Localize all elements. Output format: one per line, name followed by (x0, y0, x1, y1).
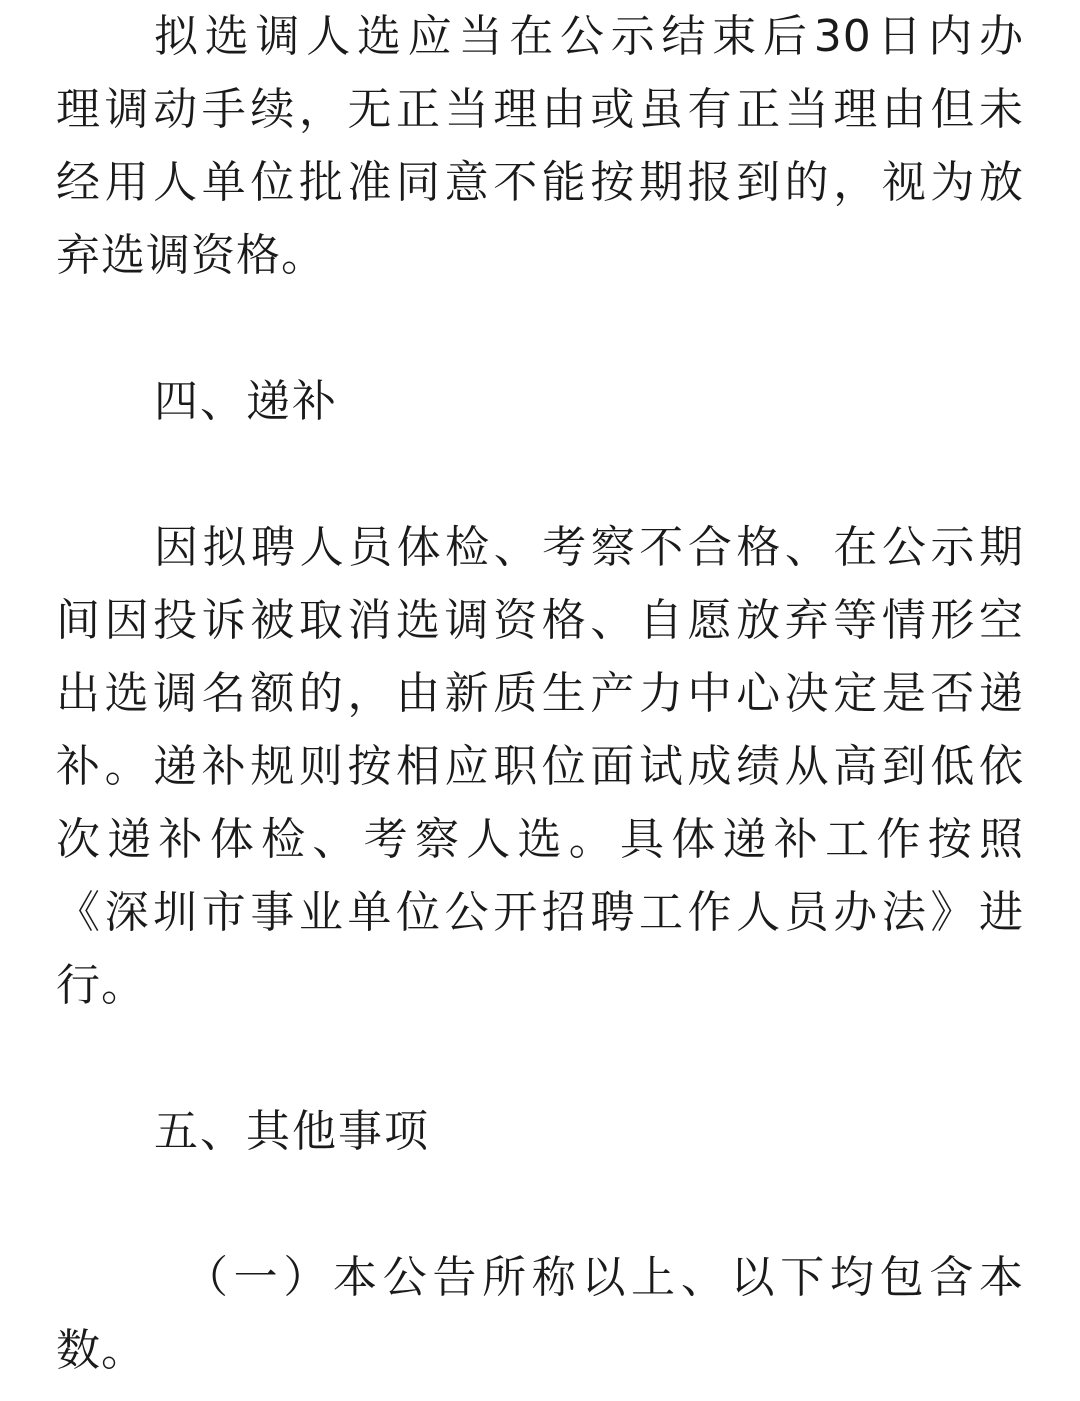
paragraph-spacer (56, 438, 1024, 511)
paragraph-line: 间因投诉被取消选调资格、自愿放弃等情形空 (56, 595, 1024, 646)
paragraph-inclusive-numbers (56, 1241, 1024, 1387)
article-body (56, 0, 1024, 1387)
paragraph-spacer (56, 1022, 1024, 1095)
paragraph-line: 拟选调人选应当在公示结束后30日内办 (154, 11, 1024, 62)
paragraph-line: 理调动手续，无正当理由或虽有正当理由但未 (56, 84, 1024, 135)
paragraph-line: 经用人单位批准同意不能按期报到的，视为放 (56, 157, 1024, 208)
paragraph-line: 补。递补规则按相应职位面试成绩从高到低依 (56, 741, 1024, 792)
paragraph-line: 因拟聘人员体检、考察不合格、在公示期 (154, 522, 1024, 573)
paragraph-line: 行。 (56, 960, 146, 1011)
paragraph-line: （一）本公告所称以上、以下均包含本 (184, 1252, 1024, 1303)
paragraph-line: 《深圳市事业单位公开招聘工作人员办法》进 (56, 887, 1024, 938)
paragraph-spacer (56, 1168, 1024, 1241)
paragraph-line: 次递补体检、考察人选。具体递补工作按照 (56, 814, 1024, 865)
section-heading-replacement: 四、递补 (154, 376, 338, 427)
paragraph-line: 出选调名额的，由新质生产力中心决定是否递 (56, 668, 1024, 719)
paragraph-spacer (56, 292, 1024, 365)
paragraph-replacement-rules (56, 511, 1024, 1022)
section-heading-other-matters: 五、其他事项 (154, 1106, 430, 1157)
paragraph-line: 数。 (56, 1325, 146, 1376)
paragraph-report-deadline (56, 0, 1024, 292)
paragraph-line: 弃选调资格。 (56, 230, 326, 281)
